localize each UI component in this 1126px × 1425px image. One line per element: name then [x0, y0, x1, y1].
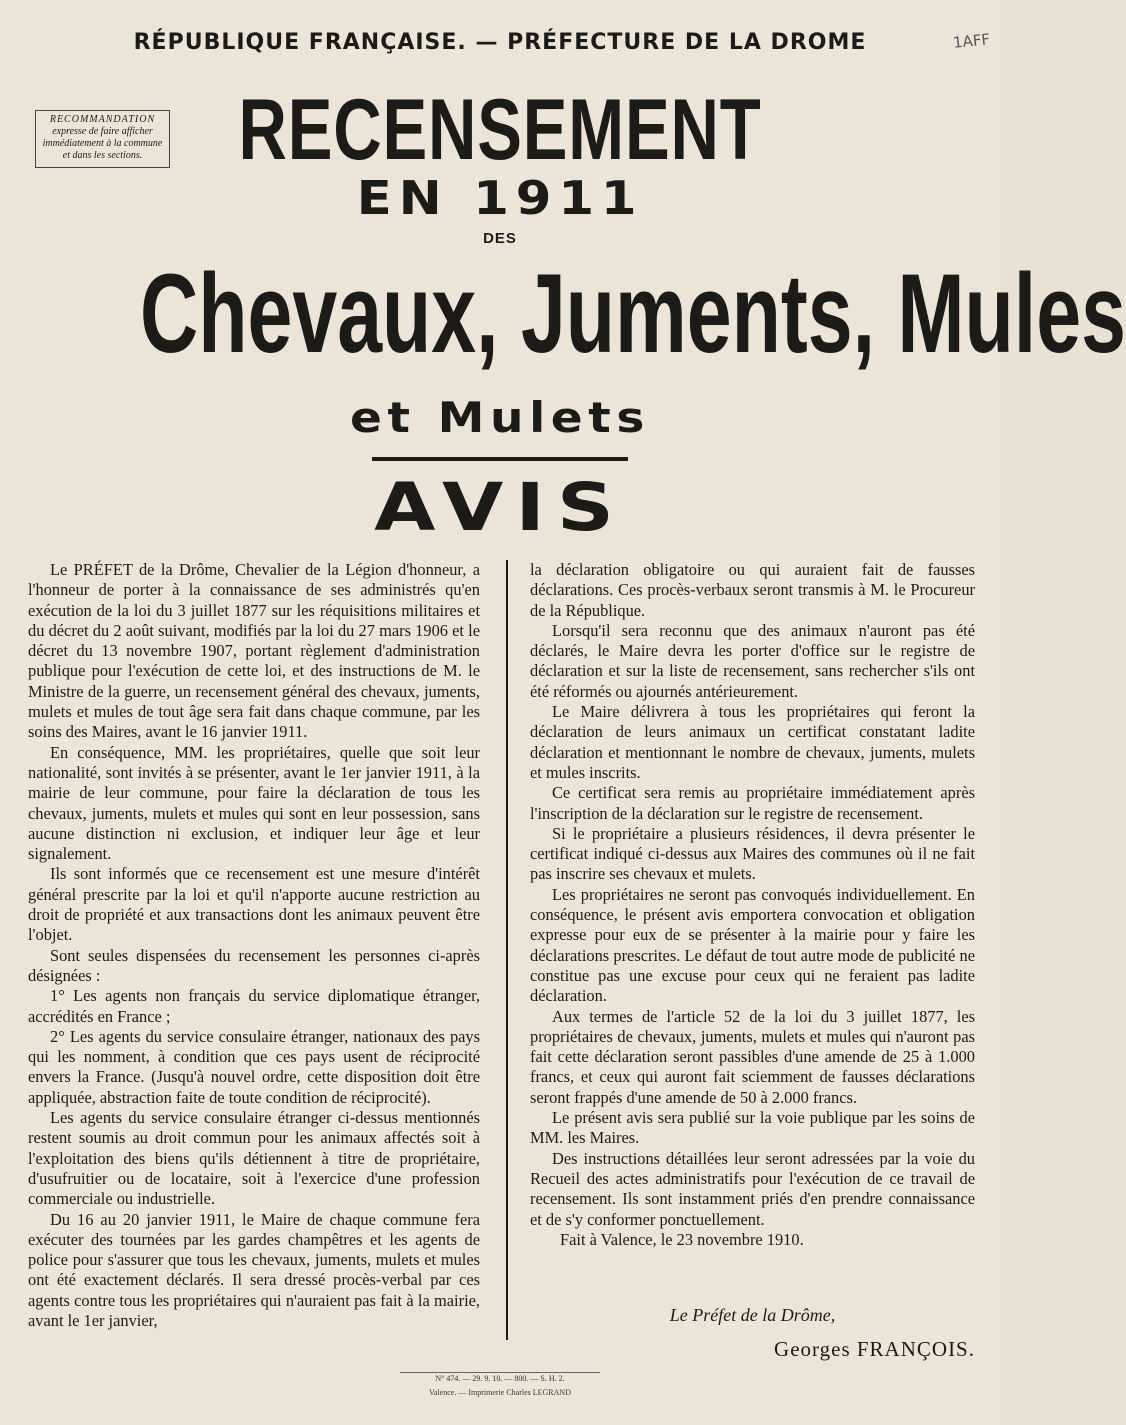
title-animals: Chevaux, Juments, Mules	[140, 251, 1126, 376]
printer-name: Valence. — Imprimerie Charles LEGRAND	[429, 1388, 571, 1397]
paragraph: 1° Les agents non français du service diplomatique étranger, accrédités en France ;	[28, 986, 480, 1026]
signature-title: Le Préfet de la Drôme,	[669, 1305, 836, 1325]
paragraph: Ce certificat sera remis au propriétaire immédiatement après l'inscription de la déclaration sur le registre de recensement.	[530, 783, 975, 823]
paragraph: la déclaration obligatoire ou qui auraient fait de fausses déclarations. Ces procès-verbaux seront transmis à M. le Procureur de la République.	[530, 560, 975, 620]
paragraph: Les agents du service consulaire étranger ci-dessus mentionnés restent soumis au droit commun pour les animaux affectés soit à l'exploitation des biens qu'ils détiennent à titre de propriétaire, d'usufruitier ou de locataire, soit à l'exercice d'une profession commerciale ou industrielle.	[28, 1108, 480, 1209]
paragraph: Des instructions détaillées leur seront adressées par la voie du Recueil des actes administratifs pour l'exécution de ce travail de recensement. Ils sont instamment priés d'en prendre connaissance et de s'y conformer ponctuellement.	[530, 1148, 975, 1229]
paragraph: Les propriétaires ne seront pas convoqués individuellement. En conséquence, le présent avis emportera convocation et obligation expresse pour eux de se présenter à la mairie pour y faire les déclarations prescrites. Le défaut de tout autre mode de publicité ne constitue pas une excuse pour ceux qui ne feraient pas ladite déclaration.	[530, 884, 975, 1006]
recommandation-line: immédiatement à la commune	[42, 138, 163, 149]
paragraph: En conséquence, MM. les propriétaires, quelle que soit leur nationalité, sont invités à se présenter, avant le 1er janvier 1911, à la mairie de leur commune, pour faire la déclaration de tous les chevaux, juments, mulets et mules qui sont en leur possession, sans aucune distinction ni exclusion, et indiquer leur âge et leur signalement.	[28, 742, 480, 864]
paragraph: Lorsqu'il sera reconnu que des animaux n'auront pas été déclarés, le Maire devra les porter d'office sur le registre de déclaration et sur la liste de recensement, sans rechercher s'ils ont été réformés ou ajournés antérieurement.	[530, 620, 975, 701]
paragraph: Du 16 au 20 janvier 1911, le Maire de chaque commune fera exécuter des tournées par les gardes champêtres et les agents de police pour s'assurer que tous les chevaux, juments, mulets et mules ont été exactement déclarés. Il sera dressé procès-verbal par ces agents contre tous les propriétaires qui n'auraient pas fait à la mairie, avant le 1er janvier,	[28, 1209, 480, 1330]
paragraph: Le présent avis sera publié sur la voie publique par les soins de MM. les Maires.	[530, 1108, 975, 1148]
paragraph: Aux termes de l'article 52 de la loi du 3 juillet 1877, les propriétaires de chevaux, juments, mulets et mules qui n'auront pas fait cette déclaration seront passibles d'une amende de 25 à 1.000 francs, et ceux qui auront fait sciemment de fausses déclarations seront frappés d'une amende de 50 à 2.000 francs.	[530, 1006, 975, 1107]
title-des: DES	[483, 230, 517, 247]
title-year: EN 1911	[356, 171, 644, 225]
print-code: N° 474. — 29. 9. 10. — 800. — S. H. 2.	[435, 1374, 565, 1383]
header-line: RÉPUBLIQUE FRANÇAISE. — PRÉFECTURE DE LA DROME	[133, 30, 867, 55]
signature-name: Georges FRANÇOIS.	[774, 1337, 975, 1361]
left-column	[28, 560, 480, 1331]
paragraph: Sont seules dispensées du recensement les personnes ci-après désignées :	[28, 945, 480, 985]
right-column	[530, 560, 975, 1250]
paragraph: Ils sont informés que ce recensement est une mesure d'intérêt général prescrite par la loi et qu'il n'apporte aucune restriction au droit de propriété et aux transactions dont les animaux peuvent être l'objet.	[28, 864, 480, 945]
paragraph: Le Maire délivrera à tous les propriétaires qui feront la déclaration de leurs animaux un certificat constatant ladite déclaration et mentionnant le nombre de chevaux, juments, mulets et mules inscrits.	[530, 702, 975, 782]
date-line: Fait à Valence, le 23 novembre 1910.	[560, 1229, 804, 1249]
recommandation-line: et dans les sections.	[62, 150, 143, 161]
title-avis: AVIS	[374, 469, 626, 546]
paragraph: 2° Les agents du service consulaire étranger, nationaux des pays qui les nomment, à condition que ces pays usent de réciprocité envers la France. (Jusqu'à nouvel ordre, cette disposition doit être appliquée, abstraction faite de toute condition de réciprocité).	[28, 1026, 480, 1107]
column-divider	[506, 560, 508, 1340]
paragraph: Le PRÉFET de la Drôme, Chevalier de la Légion d'honneur, a l'honneur de porter à la connaissance de ses administrés qu'en exécution de la loi du 3 juillet 1877 sur les réquisitions militaires et du décret du 2 août suivant, modifiés par la loi du 27 mars 1906 et le décret du 13 novembre 1907, portant règlement d'administration publique pour l'exécution de cette loi, et des instructions de M. le Ministre de la guerre, un recensement général des chevaux, juments, mulets et mules de tout âge sera fait dans chaque commune, par les soins des Maires, avant le 16 janvier 1911.	[28, 560, 480, 742]
paragraph: Si le propriétaire a plusieurs résidences, il devra présenter le certificat indiqué ci-dessus aux Maires des communes où il ne fait pas inscrire ses chevaux et mulets.	[530, 823, 975, 884]
title-mulets: et Mulets	[350, 393, 650, 442]
title-recensement: RECENSEMENT	[238, 82, 762, 178]
title-rule	[372, 457, 628, 461]
archive-pencil-note: 1AFF	[952, 30, 991, 52]
recommandation-title: RECOMMANDATION	[49, 114, 156, 125]
recommandation-line: expresse de faire afficher	[52, 126, 153, 137]
